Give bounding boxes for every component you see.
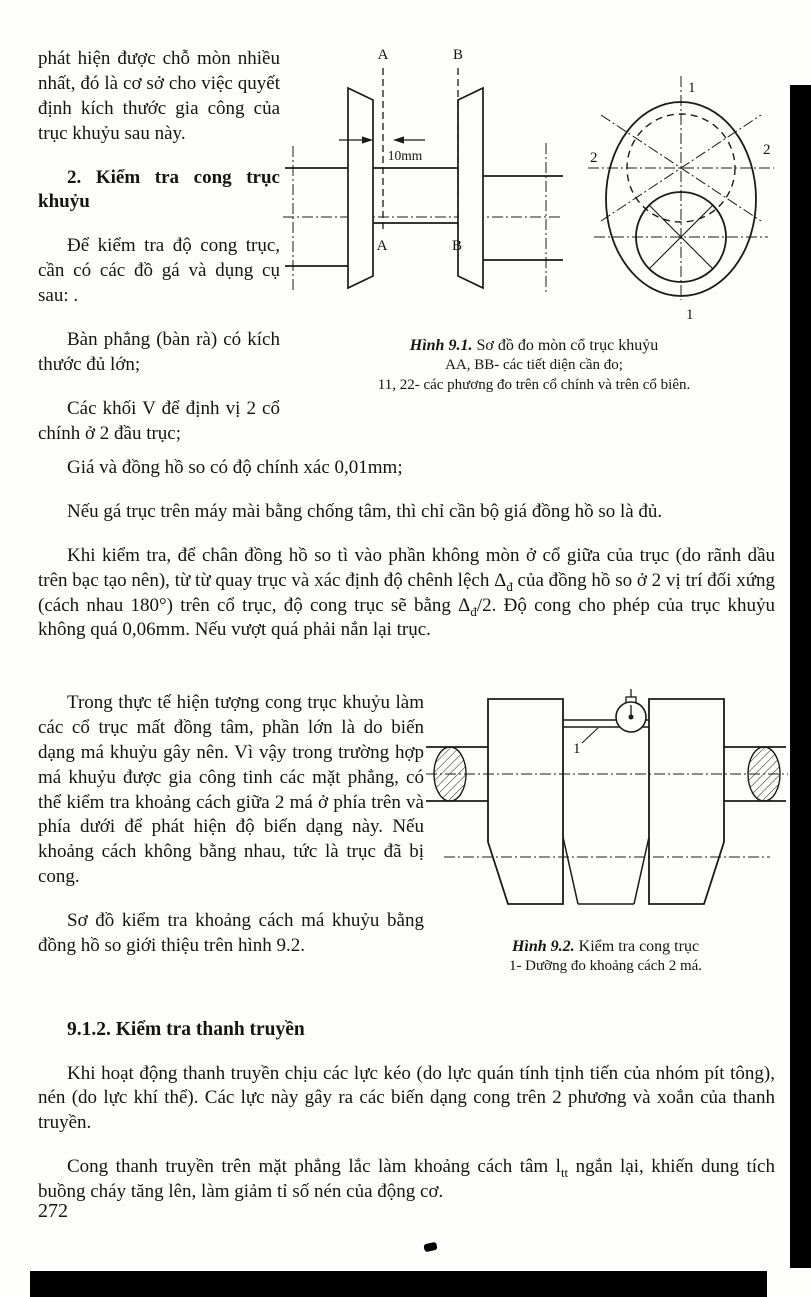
web-deformation-column: [38, 672, 424, 978]
section-heading-9-1-2: 9.1.2. Kiểm tra thanh truyền: [67, 1018, 305, 1040]
figure-9-2-caption-main: [438, 937, 773, 957]
middle-paragraph-block: [38, 437, 775, 662]
label-1-top: 1: [688, 80, 696, 96]
text-run: Khi kiểm tra, để chân đồng hồ so tì vào phần không mòn ở cổ giữa của trục (do rãnh dầu trên bạc tạo nên), từ từ quay trục và xác định độ chênh lệch Δ: [38, 544, 775, 591]
label-1-bottom: 1: [686, 307, 694, 323]
label-b-top: B: [452, 47, 464, 63]
label-1-gauge: 1: [573, 741, 581, 757]
text-run: /2. Độ cong cho phép của trục khuỷu không quá 0,06mm. Nếu vượt quá phải nắn lại trục.: [38, 594, 775, 641]
crankshaft-outline: [283, 68, 563, 293]
paragraph-con-rod-forces: Khi hoạt động thanh truyền chịu các lực kéo (do lực quán tính tịnh tiến của nhóm pít tông), nén (do lực khí thể). Các lực này gây ra các biến dạng cong trên 2 phương và xoắn của thanh truyền.: [38, 1062, 775, 1134]
figure-9-2-caption: [438, 937, 773, 977]
label-10mm: 10mm: [387, 148, 423, 163]
dial-indicator-icon: [616, 689, 646, 732]
figure-9-1-caption-line2: AA, BB- các tiết diện cần đo;: [445, 357, 623, 374]
figure-9-2-diagram: [426, 687, 788, 924]
figure-9-1-caption-number: Hình 9.1.: [409, 337, 473, 354]
scan-artifact-bottom-bar: [30, 1271, 767, 1297]
intro-column: [38, 28, 280, 465]
paragraph-figure-92-reference: Sơ đồ kiểm tra khoảng cách má khuỷu bằng đồng hồ so giới thiệu trên hình 9.2.: [38, 910, 424, 956]
left-crank-web: [348, 88, 373, 288]
paragraph-dial-gauge: Giá và đồng hồ so có độ chính xác 0,01mm;: [67, 457, 403, 478]
figure-9-1-journal-section-diagram: [586, 72, 778, 326]
label-b-bottom: B: [451, 238, 463, 254]
figure-9-1-caption-text: Sơ đồ đo mòn cổ trục khuỷu: [472, 337, 659, 354]
delta-subscript-d: đ: [506, 578, 513, 594]
paragraph-surface-plate: Bàn phẳng (bàn rà) có kích thước đủ lớn;: [38, 328, 280, 375]
figure-9-2-caption-text: Kiểm tra cong trục: [574, 938, 700, 955]
page-number: 272: [38, 1200, 68, 1222]
paragraph-web-deformation: Trong thực tế hiện tượng cong trục khuỷu làm các cổ trục mất đồng tâm, phần lớn là do biến dạng má khuỷu gây nên. Vì vậy trong trường hợp má khuỷu được gia công tinh các mặt phẳng, có thể kiểm tra khoảng cách giữa 2 má ở phía trên và phía dưới để phát hiện độ biến dạng này. Nếu khoảng cách không bằng nhau, tức là trục đã bị cong.: [38, 692, 424, 888]
label-2-left: 2: [590, 150, 598, 166]
label-a-bottom: A: [376, 238, 388, 254]
section-9-1-2: [38, 997, 775, 1224]
crank-throw-outline: [426, 689, 788, 904]
journal-section-outline: [588, 76, 774, 300]
paragraph-wear-detection: phát hiện được chỗ mòn nhiều nhất, đó là cơ sở cho việc quyết định kích thước gia công của trục khuỷu sau này.: [38, 48, 280, 144]
figure-9-1-caption-line3: 11, 22- các phương đo trên cổ chính và trên cổ biên.: [377, 376, 691, 393]
delta-subscript-d-2: đ: [470, 603, 477, 619]
scan-artifact-right-bar: [790, 85, 811, 1268]
text-run: Cong thanh truyền trên mặt phẳng lắc làm khoảng cách tâm l: [67, 1156, 561, 1178]
section-heading-kiem-tra-cong-truc-khuyu: 2. Kiểm tra cong trục khuỷu: [38, 166, 280, 213]
text-run: ngắn lại, khiến dung tích buồng cháy tăng lên, làm giảm tỉ số nén của động cơ.: [38, 1156, 775, 1203]
label-2-right: 2: [763, 142, 771, 158]
text-run: của đồng hồ so ở 2 vị trí đối xứng (cách nhau 180°) trên cổ trục, độ cong trục sẽ bằng Δ: [38, 569, 775, 616]
label-a-top: A: [377, 47, 389, 63]
paragraph-con-rod-bending: [38, 1155, 775, 1205]
label-1-leader-line: [582, 728, 598, 743]
figure-9-1-crankshaft-diagram: [283, 38, 565, 310]
paragraph-grinder-centers: Nếu gá trục trên máy mài bằng chống tâm, thì chỉ cần bộ giá đồng hồ so là đủ.: [67, 500, 663, 522]
paragraph-v-blocks: Các khối V để định vị 2 cổ chính ở 2 đầu trục;: [38, 397, 280, 444]
figure-9-2-caption-line2: 1- Dưỡng đo khoảng cách 2 má.: [508, 958, 703, 975]
paragraph-measuring-procedure: [38, 544, 775, 644]
right-crank-web: [458, 88, 483, 288]
scan-artifact-ink-mark: [423, 1242, 437, 1253]
l-tt-subscript: tt: [560, 1164, 569, 1180]
figure-9-1-caption-main: [293, 336, 775, 356]
right-crank-web: [649, 699, 724, 904]
figure-9-1-caption: [293, 336, 775, 395]
paragraph-tools-needed: Để kiểm tra độ cong trục, cần có các đồ gá và dụng cụ sau: .: [38, 235, 280, 306]
left-crank-web: [488, 699, 563, 904]
figure-9-2-caption-number: Hình 9.2.: [511, 938, 575, 955]
journal-section-labels: [590, 80, 771, 323]
